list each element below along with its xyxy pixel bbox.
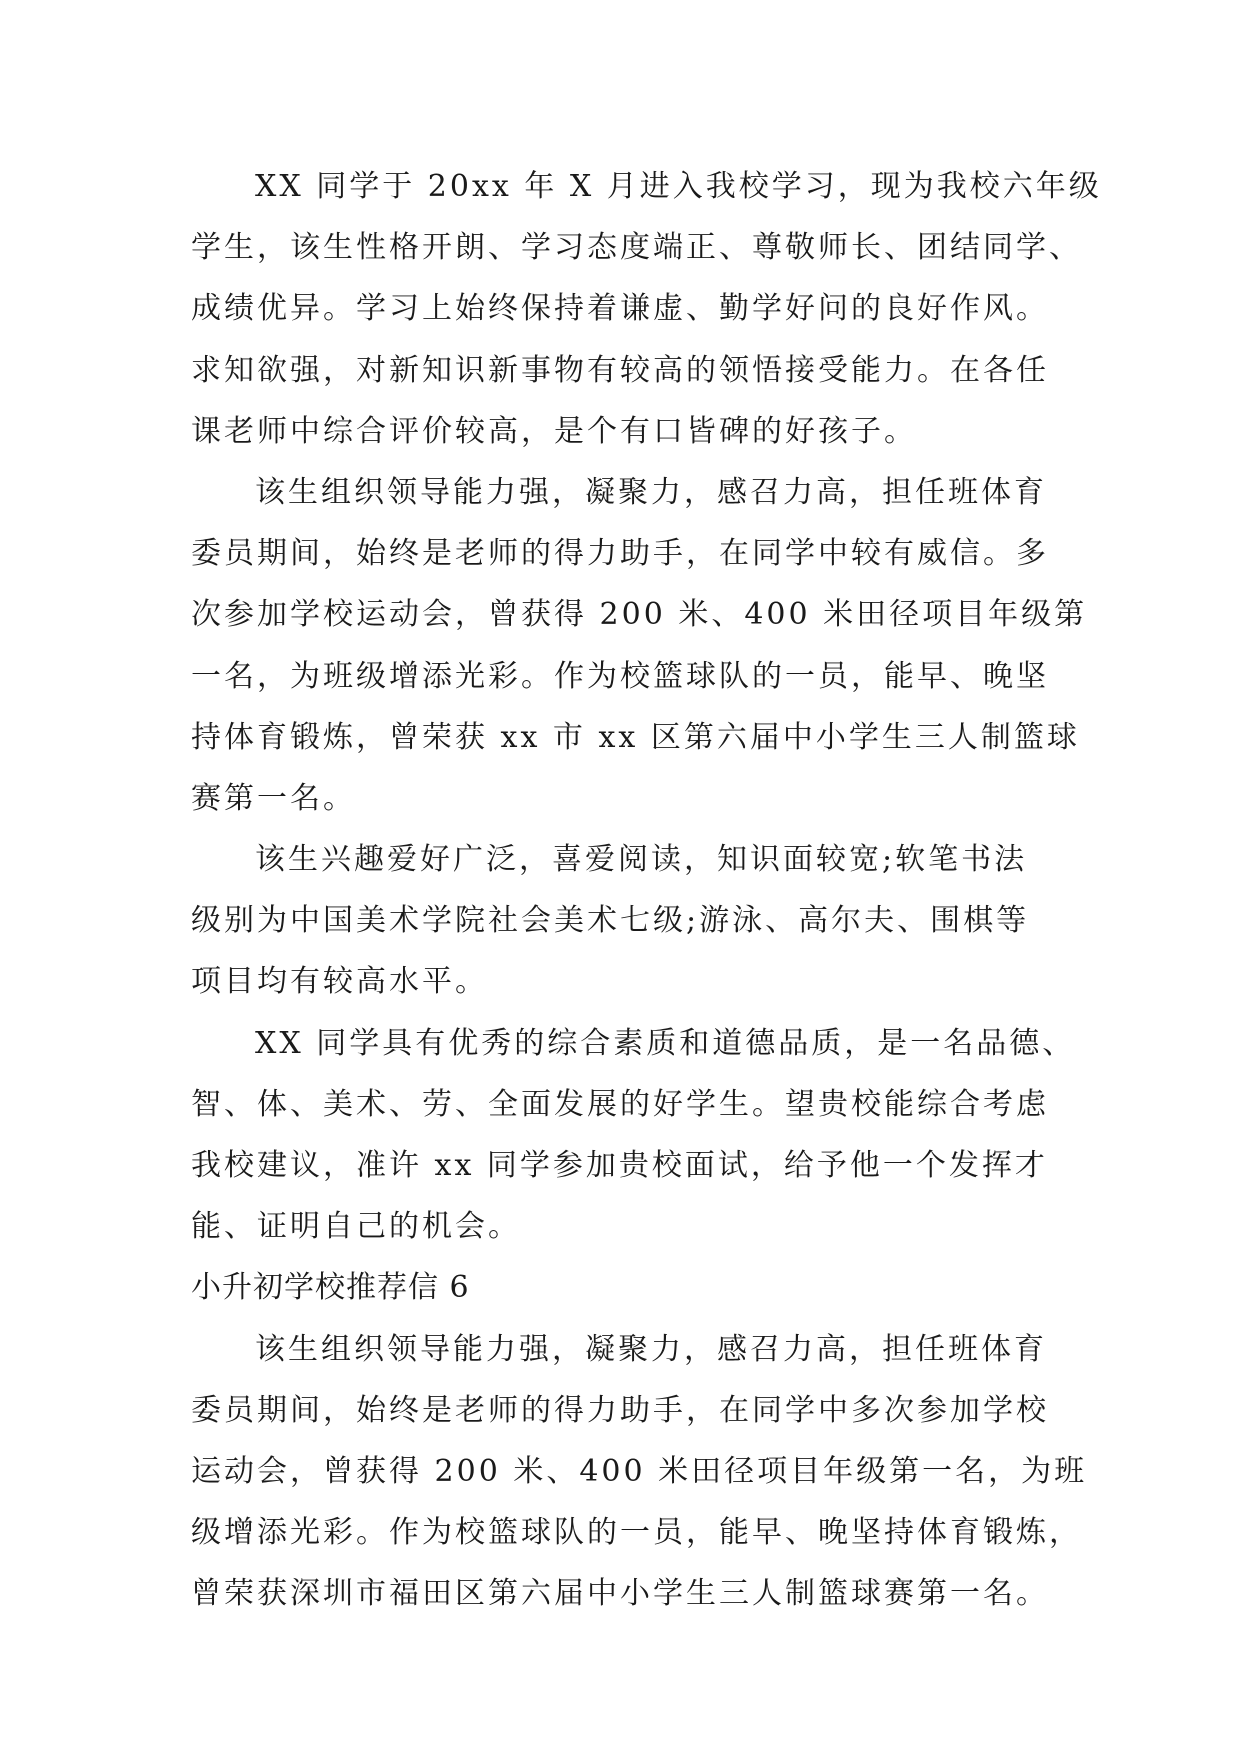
paragraph-line: 该生兴趣爱好广泛，喜爱阅读，知识面较宽;软笔书法	[255, 842, 1028, 878]
paragraph-line: 智、体、美术、劳、全面发展的好学生。望贵校能综合考虑	[191, 1086, 1049, 1122]
paragraph-line: 委员期间，始终是老师的得力助手，在同学中较有威信。多	[191, 536, 1049, 572]
paragraph-line: 赛第一名。	[191, 780, 356, 816]
document-body	[191, 156, 1102, 1625]
paragraph-line: 一名，为班级增添光彩。作为校篮球队的一员，能早、晚坚	[191, 658, 1049, 694]
paragraph-line: XX 同学具有优秀的综合素质和道德品质，是一名品德、	[255, 1025, 1076, 1061]
paragraph-line: 成绩优异。学习上始终保持着谦虚、勤学好问的良好作风。	[191, 291, 1049, 327]
paragraph-line: XX 同学于 20xx 年 X 月进入我校学习，现为我校六年级	[255, 169, 1102, 204]
section-heading: 小升初学校推荐信 6	[191, 1270, 470, 1306]
paragraph-line: 课老师中综合评价较高，是个有口皆碑的好孩子。	[191, 413, 917, 449]
paragraph-line: 该生组织领导能力强，凝聚力，感召力高，担任班体育	[255, 474, 1047, 510]
paragraph-1	[191, 156, 1102, 462]
section-paragraph-1	[191, 1319, 1088, 1625]
paragraph-line: 求知欲强，对新知识新事物有较高的领悟接受能力。在各任	[191, 352, 1049, 388]
paragraph-3	[191, 829, 1071, 1013]
paragraph-line: 级增添光彩。作为校篮球队的一员，能早、晚坚持体育锻炼，	[191, 1515, 1082, 1551]
paragraph-line: 学生，该生性格开朗、学习态度端正、尊敬师长、团结同学、	[191, 230, 1082, 266]
paragraph-2	[191, 462, 1088, 829]
paragraph-line: 级别为中国美术学院社会美术七级;游泳、高尔夫、围棋等	[191, 903, 1030, 939]
paragraph-line: 我校建议，准许 xx 同学参加贵校面试，给予他一个发挥才	[191, 1148, 1048, 1183]
paragraph-4	[191, 1013, 1076, 1258]
paragraph-line: 项目均有较高水平。	[191, 964, 488, 1000]
paragraph-line: 曾荣获深圳市福田区第六届中小学生三人制篮球赛第一名。	[191, 1576, 1049, 1612]
paragraph-line: 能、证明自己的机会。	[191, 1209, 521, 1245]
paragraph-line: 运动会，曾获得 200 米、400 米田径项目年级第一名，为班	[191, 1453, 1088, 1489]
paragraph-line: 持体育锻炼，曾荣获 xx 市 xx 区第六届中小学生三人制篮球	[191, 719, 1080, 755]
paragraph-line: 委员期间，始终是老师的得力助手，在同学中多次参加学校	[191, 1392, 1049, 1428]
paragraph-line: 该生组织领导能力强，凝聚力，感召力高，担任班体育	[255, 1331, 1047, 1367]
paragraph-line: 次参加学校运动会，曾获得 200 米、400 米田径项目年级第	[191, 597, 1088, 633]
